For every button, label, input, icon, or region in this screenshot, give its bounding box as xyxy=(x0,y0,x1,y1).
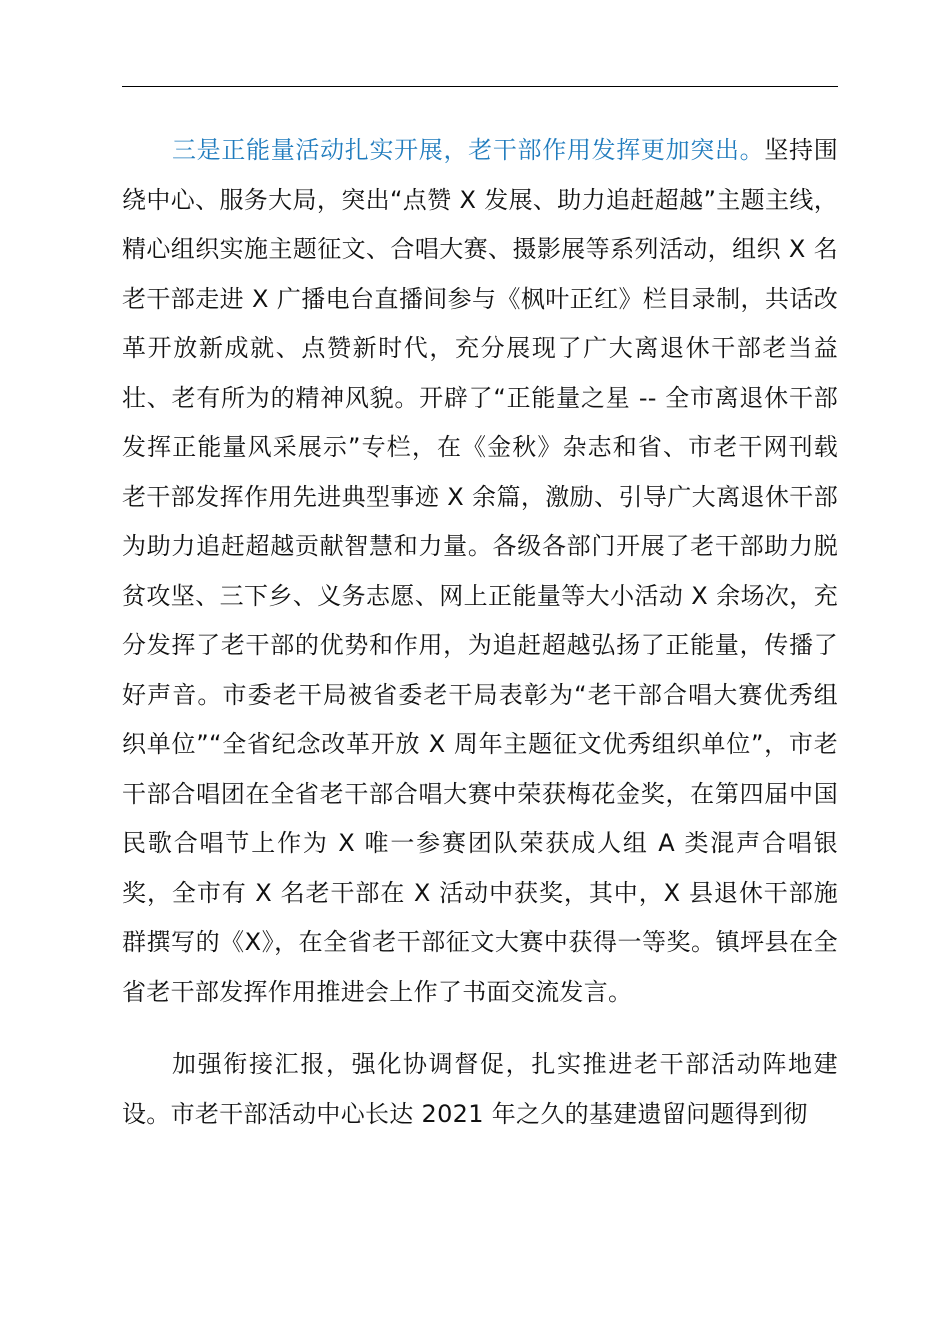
document-body xyxy=(122,126,838,1139)
paragraph-2 xyxy=(122,1040,838,1139)
header-rule xyxy=(122,86,838,87)
paragraph-1-text: 坚持围绕中心、服务大局，突出“点赞 X 发展、助力追赶超越”主题主线，精心组织实施主题征文、合唱大赛、摄影展等系列活动，组织 X 名老干部走进 X 广播电台直播间参与《枫叶正红》栏目录制，共话改革开放新成就、点赞新时代，充分展现了广大离退休干部老当益壮、老有所为的精神风貌。开辟了“正能量之星 -- 全市离退休干部发挥正能量风采展示”专栏，在《金秋》杂志和省、市老干网刊载老干部发挥作用先进典型事迹 X 余篇，激励、引导广大离退休干部为助力追赶超越贡献智慧和力量。各级各部门开展了老干部助力脱贫攻坚、三下乡、义务志愿、网上正能量等大小活动 X 余场次，充分发挥了老干部的优势和作用，为追赶超越弘扬了正能量，传播了好声音。市委老干局被省委老干局表彰为“老干部合唱大赛优秀组织单位”“全省纪念改革开放 X 周年主题征文优秀组织单位”，市老干部合唱团在全省老干部合唱大赛中荣获梅花金奖，在第四届中国民歌合唱节上作为 X 唯一参赛团队荣获成人组 A 类混声合唱银奖，全市有 X 名老干部在 X 活动中获奖，其中，X 县退休干部施群撰写的《X》，在全省老干部征文大赛中获得一等奖。镇坪县在全省老干部发挥作用推进会上作了书面交流发言。 xyxy=(122,136,838,1006)
paragraph-2-text: 加强衔接汇报，强化协调督促，扎实推进老干部活动阵地建设。市老干部活动中心长达 2021 年之久的基建遗留问题得到彻 xyxy=(122,1050,838,1128)
paragraph-1-lead: 三是正能量活动扎实开展，老干部作用发挥更加突出。 xyxy=(172,136,765,164)
paragraph-1 xyxy=(122,126,838,1017)
